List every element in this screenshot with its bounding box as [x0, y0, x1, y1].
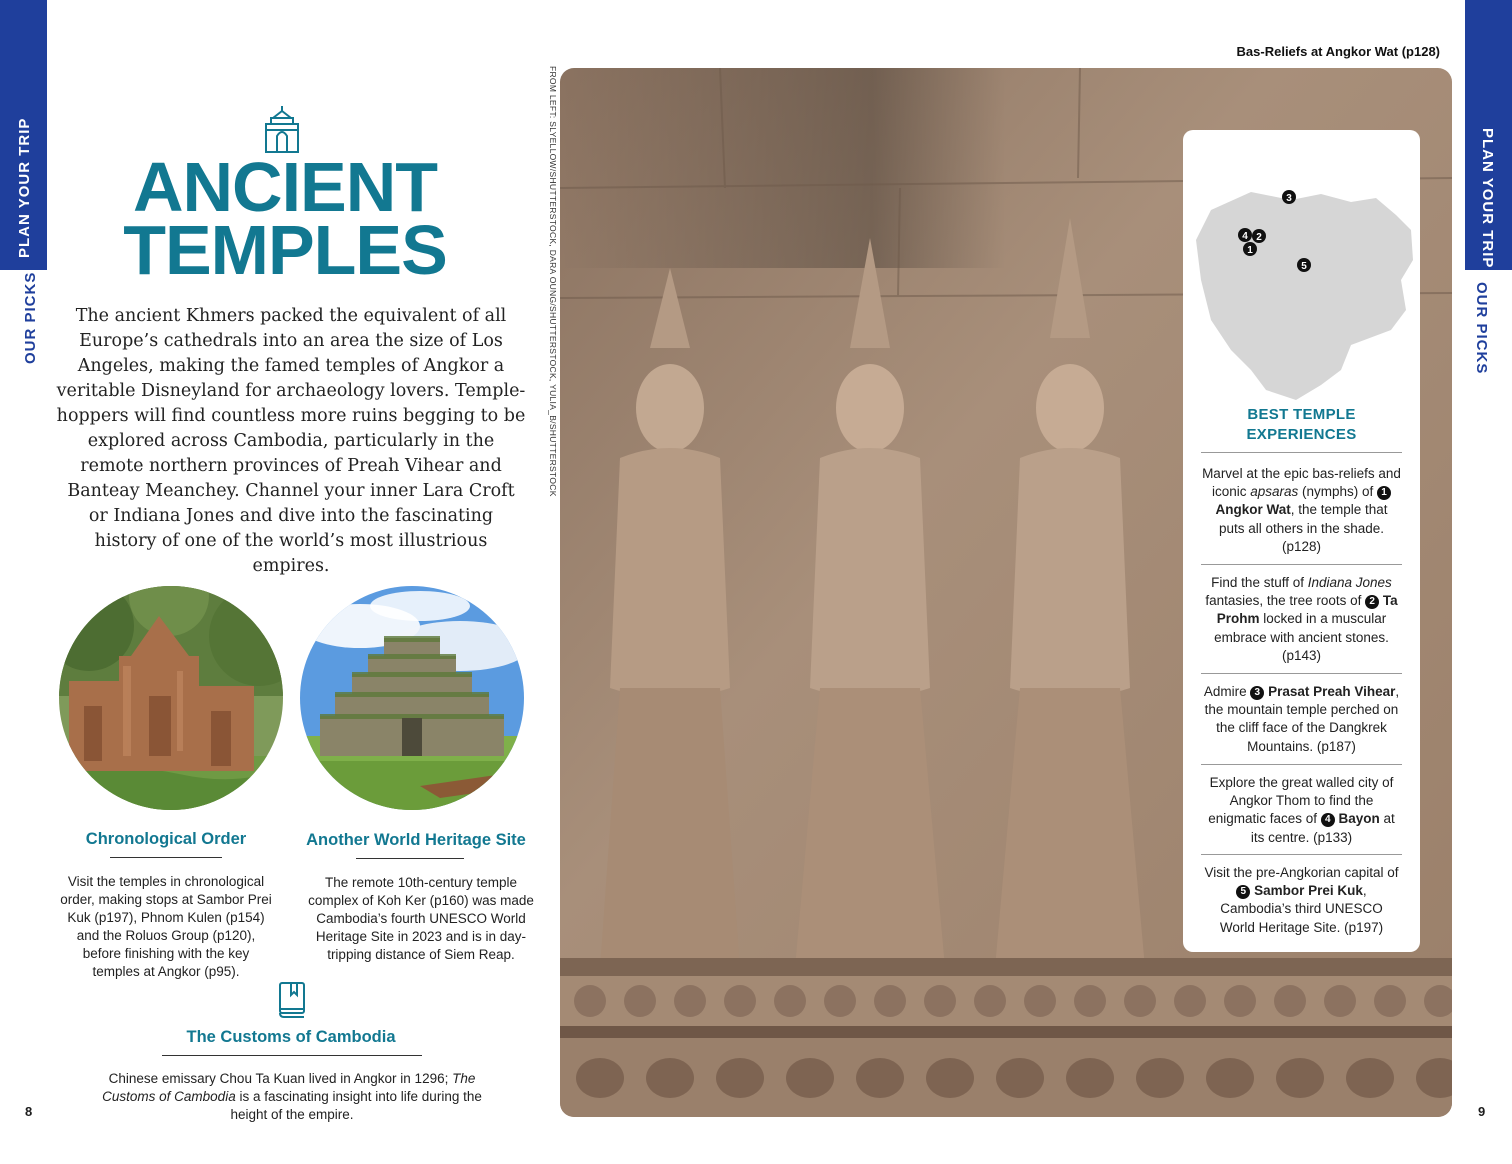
experience-item: Visit the pre-Angkorian capital of 5 Sambor Prei Kuk, Cambodia’s third UNESCO World Heritage Site. (p197): [1204, 865, 1399, 935]
best-temple-experiences-panel: [1183, 130, 1420, 952]
left-section-label: PLAN YOUR TRIP: [16, 117, 33, 258]
world-heritage-heading: Another World Heritage Site: [306, 831, 526, 849]
map-marker-2: 2: [1256, 232, 1262, 243]
customs-text: Chinese emissary Chou Ta Kuan lived in Angkor in 1296; The Customs of Cambodia is a fascinating insight into life during the height of the empire.: [102, 1071, 482, 1122]
panel-heading: BEST TEMPLE EXPERIENCES: [1246, 406, 1357, 443]
photo-credits: FROM LEFT: SLYELLOW/SHUTTERSTOCK, DARA OUNG/SHUTTERSTOCK, YULIA_B/SHUTTERSTOCK: [548, 66, 558, 497]
photo-caption: Bas-Reliefs at Angkor Wat (p128): [1236, 44, 1440, 59]
page-number-left: 8: [25, 1104, 33, 1119]
world-heritage-text: The remote 10th-century temple complex of Koh Ker (p160) was made Cambodia’s fourth UNESCO World Heritage Site in 2023 and is in day-tripping distance of Siem Reap.: [308, 875, 534, 962]
page-number-right: 9: [1478, 1104, 1486, 1119]
title-line-1: ANCIENT: [132, 148, 438, 226]
intro-paragraph: The ancient Khmers packed the equivalent of all Europe’s cathedrals into an area the size of Los Angeles, making the famed temples of Angkor a veritable Disneyland for archaeology lovers. Temple-hoppers will find countless more ruins begging to be explored across Cambodia, particularly in the remote northern provinces of Preah Vihear and Banteay Meanchey. Channel your inner Lara Croft or Indiana Jones and dive into the fascinating history of one of the world’s most illustrious empires.: [56, 306, 526, 576]
experience-item: Marvel at the epic bas-reliefs and iconic apsaras (nymphs) of 1 Angkor Wat, the temple that puts all others in the shade. (p128): [1202, 466, 1401, 554]
title-line-2: TEMPLES: [123, 211, 447, 289]
chronological-order-heading: Chronological Order: [85, 830, 247, 848]
sambor-prei-kuk-photo: [59, 586, 283, 810]
map-marker-3: 3: [1286, 193, 1292, 204]
right-subsection-label: OUR PICKS: [1473, 282, 1490, 375]
heading-divider: [162, 1055, 422, 1056]
map-marker-1: 1: [1247, 245, 1253, 256]
koh-ker-photo: [300, 586, 524, 810]
right-section-label: PLAN YOUR TRIP: [1479, 128, 1496, 269]
cambodia-map: [1191, 170, 1417, 430]
experience-item: Admire 3 Prasat Preah Vihear, the mountain temple perched on the cliff face of the Dangkrek Mountains. (p187): [1203, 684, 1400, 754]
map-marker-4: 4: [1242, 231, 1248, 242]
heading-divider: [356, 858, 464, 859]
panel-divider: [1201, 673, 1402, 674]
heading-divider: [110, 857, 222, 858]
panel-divider: [1201, 564, 1402, 565]
page-title: [100, 148, 470, 289]
book-title: The Customs of Cambodia: [102, 1071, 476, 1104]
temple-icon: [263, 104, 301, 154]
panel-divider: [1201, 452, 1402, 453]
chronological-order-text: Visit the temples in chronological order, making stops at Sambor Prei Kuk (p197), Phnom Kulen (p154) and the Roluos Group (p120), before finishing with the key temples at Angkor (p95).: [60, 874, 272, 979]
experience-item: Explore the great walled city of Angkor Thom to find the enigmatic faces of 4 Bayon at its centre. (p133): [1208, 775, 1395, 845]
customs-heading: The Customs of Cambodia: [186, 1028, 396, 1046]
left-subsection-label: OUR PICKS: [22, 271, 39, 364]
experience-item: Find the stuff of Indiana Jones fantasies, the tree roots of 2 Ta Prohm locked in a muscular embrace with ancient stones. (p143): [1205, 575, 1398, 663]
panel-divider: [1201, 854, 1402, 855]
book-icon: [277, 981, 307, 1019]
panel-divider: [1201, 764, 1402, 765]
map-marker-5: 5: [1301, 261, 1307, 272]
